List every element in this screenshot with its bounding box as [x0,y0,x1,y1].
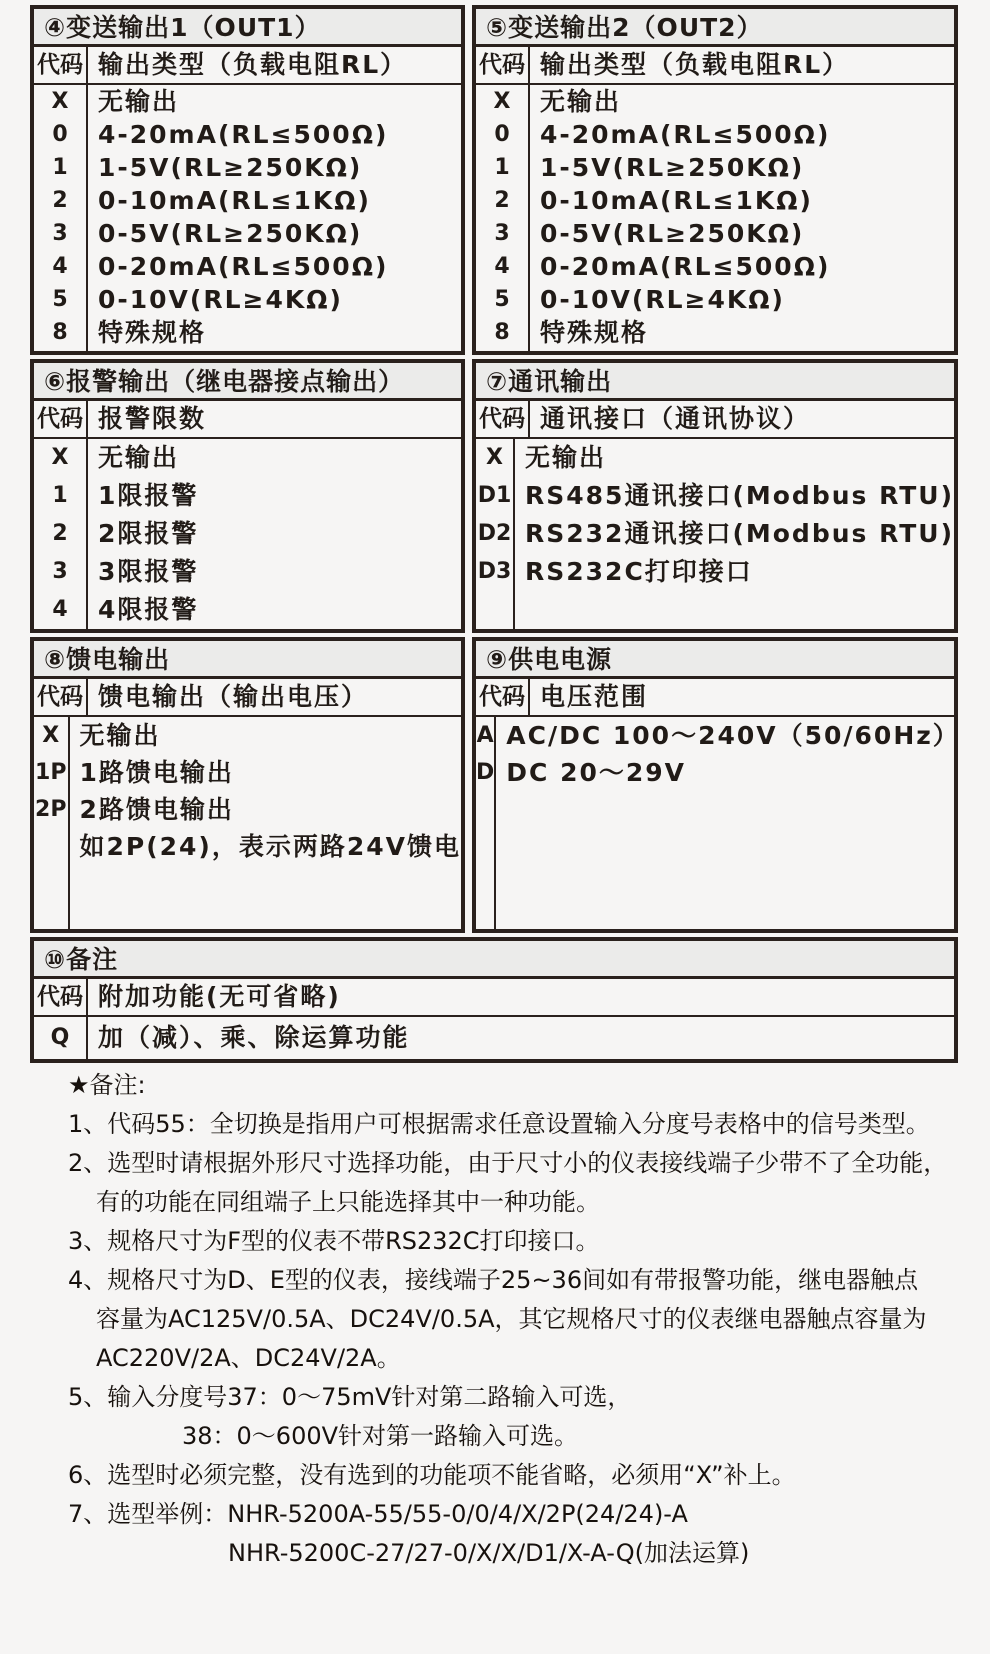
code-cell: 8 [52,320,68,345]
desc-column [515,439,954,629]
code-column-header: 代码 [476,401,530,437]
code-cell: D [476,760,495,785]
code-cell: 5 [494,287,510,312]
code-cell: X [51,445,69,470]
table-power-supply [472,637,958,933]
table-pair-feed-supply [30,637,958,933]
code-cell: 8 [494,320,510,345]
code-cell: 4 [52,597,68,622]
code-column-header: 代码 [34,47,88,83]
desc-cell: 0-20mA(RL≤500Ω) [540,252,831,281]
code-cell: D2 [477,521,512,546]
code-cell: 3 [494,221,510,246]
table-body [476,439,954,629]
footnotes [68,1066,958,1573]
desc-cell: 4-20mA(RL≤500Ω) [98,120,389,149]
code-column [34,717,70,929]
code-cell: 4 [52,254,68,279]
code-cell: Q [50,1025,70,1050]
footnote-item: 5、输入分度号37：0～75mV针对第二路输入可选， [68,1383,632,1411]
section-title: ⑩备注 [34,941,954,979]
table-pair-transmit-outputs [30,5,958,355]
code-cell: 1 [52,483,68,508]
table-body [476,85,954,351]
desc-cell: 特殊规格 [540,318,649,347]
desc-cell: 0-10mA(RL≤1KΩ) [98,186,371,215]
code-column [34,439,88,629]
desc-cell: 0-10V(RL≥4KΩ) [540,285,785,314]
code-cell: 2 [52,521,68,546]
footnote-item-continuation: 38：0～600V针对第一路输入可选。 [182,1422,579,1450]
code-column-header: 代码 [476,47,530,83]
spec-tables [30,5,958,1067]
desc-cell: 1路馈电输出 [79,758,234,787]
code-cell: 0 [494,122,510,147]
desc-cell: 加（减）、乘、除运算功能 [98,1023,410,1052]
desc-cell: 0-10V(RL≥4KΩ) [98,285,343,314]
desc-column-header: 通讯接口（通讯协议） [540,404,811,433]
footnote-item-continuation: 容量为AC125V/0.5A、DC24V/0.5A，其它规格尺寸的仪表继电器触点容量为 [96,1305,927,1333]
section-title: ⑧馈电输出 [34,641,461,679]
table-remark [30,937,958,1063]
table-header-row [476,47,954,85]
desc-column-header: 附加功能(无可省略) [98,982,341,1011]
footnote-item: 7、选型举例：NHR-5200A-55/55-0/0/4/X/2P(24/24)-A [68,1500,688,1528]
desc-column-header: 输出类型（负载电阻RL） [540,50,850,79]
code-cell: X [42,723,60,748]
code-cell: 4 [494,254,510,279]
footnote-item-continuation: 有的功能在同组端子上只能选择其中一种功能。 [96,1188,600,1216]
desc-cell: 0-20mA(RL≤500Ω) [98,252,389,281]
code-cell: 2P [35,797,67,822]
desc-column [70,717,462,929]
code-column [476,439,515,629]
desc-column-header: 报警限数 [98,404,207,433]
code-cell: 5 [52,287,68,312]
code-cell: X [493,89,511,114]
table-pair-alarm-comm [30,359,958,633]
desc-cell: 0-5V(RL≥250KΩ) [98,219,363,248]
table-alarm-output [30,359,465,633]
desc-column [88,1017,954,1059]
code-column [476,717,496,929]
desc-column [496,717,960,929]
desc-cell: 4限报警 [98,595,199,624]
code-column-header: 代码 [34,979,88,1015]
desc-cell: 如2P(24)，表示两路24V馈电 [79,832,461,861]
footnote-item-continuation: NHR-5200C-27/27-0/X/X/D1/X-A-Q(加法运算) [228,1539,750,1567]
desc-cell: 3限报警 [98,557,199,586]
code-cell: 1P [35,760,67,785]
footnote-item: 4、规格尺寸为D、E型的仪表，接线端子25~36间如有带报警功能，继电器触点 [68,1266,919,1294]
section-title: ④变送输出1（OUT1） [34,9,461,47]
desc-cell: AC/DC 100～240V（50/60Hz） [506,721,960,750]
desc-cell: 1-5V(RL≥250KΩ) [540,153,805,182]
table-body [34,439,461,629]
desc-cell: 0-10mA(RL≤1KΩ) [540,186,813,215]
desc-cell: 无输出 [98,87,180,116]
footnote-item: 2、选型时请根据外形尺寸选择功能，由于尺寸小的仪表接线端子少带不了全功能， [68,1149,948,1177]
table-body [34,717,461,929]
code-cell: A [476,723,494,748]
table-feed-output [30,637,465,933]
desc-cell: 2路馈电输出 [79,795,234,824]
code-cell [34,828,68,865]
desc-column [88,439,461,629]
table-transmit-output-2 [472,5,958,355]
code-cell: 2 [52,188,68,213]
desc-column-header: 输出类型（负载电阻RL） [98,50,408,79]
code-cell: 1 [494,155,510,180]
section-title: ⑤变送输出2（OUT2） [476,9,954,47]
desc-column-header: 馈电输出（输出电压） [98,682,369,711]
desc-cell: 无输出 [79,721,161,750]
section-title: ⑨供电电源 [476,641,954,679]
desc-cell: DC 20～29V [506,758,686,787]
code-cell: D1 [477,483,512,508]
code-column [34,1017,88,1059]
table-header-row [34,401,461,439]
code-column-header: 代码 [476,679,530,715]
desc-cell: 无输出 [98,443,180,472]
table-header-row [476,679,954,717]
code-cell: 3 [52,221,68,246]
code-cell: 3 [52,559,68,584]
code-column-header: 代码 [34,679,88,715]
table-transmit-output-1 [30,5,465,355]
desc-cell: 特殊规格 [98,318,207,347]
table-header-row [34,679,461,717]
desc-cell: RS485通讯接口(Modbus RTU) [525,481,954,510]
code-cell: 1 [52,155,68,180]
footnote-item: 1、代码55：全切换是指用户可根据需求任意设置输入分度号表格中的信号类型。 [68,1110,930,1138]
code-cell: 2 [494,188,510,213]
desc-cell: 2限报警 [98,519,199,548]
desc-column [88,85,461,351]
section-title: ⑦通讯输出 [476,363,954,401]
footnotes-header: ★备注: [68,1071,146,1099]
code-column [476,85,530,351]
code-column-header: 代码 [34,401,88,437]
footnote-item: 6、选型时必须完整，没有选到的功能项不能省略，必须用“X”补上。 [68,1461,796,1489]
code-cell: D3 [477,559,512,584]
code-cell: 0 [52,122,68,147]
desc-cell: 无输出 [540,87,622,116]
desc-column-header: 电压范围 [540,682,649,711]
table-body [34,85,461,351]
table-communication-output [472,359,958,633]
table-body [34,1017,954,1059]
desc-column [530,85,954,351]
desc-cell: RS232C打印接口 [525,557,753,586]
table-body [476,717,960,929]
code-cell: X [486,445,503,470]
footnote-item-continuation: AC220V/2A、DC24V/2A。 [96,1344,401,1372]
footnote-item: 3、规格尺寸为F型的仪表不带RS232C打印接口。 [68,1227,600,1255]
desc-cell: 0-5V(RL≥250KΩ) [540,219,805,248]
code-column [34,85,88,351]
desc-cell: 无输出 [525,443,607,472]
table-header-row [34,47,461,85]
desc-cell: RS232通讯接口(Modbus RTU) [525,519,954,548]
section-title: ⑥报警输出（继电器接点输出） [34,363,461,401]
code-cell: X [51,89,69,114]
desc-cell: 1-5V(RL≥250KΩ) [98,153,363,182]
table-header-row [34,979,954,1017]
desc-cell: 1限报警 [98,481,199,510]
desc-cell: 4-20mA(RL≤500Ω) [540,120,831,149]
table-header-row [476,401,954,439]
